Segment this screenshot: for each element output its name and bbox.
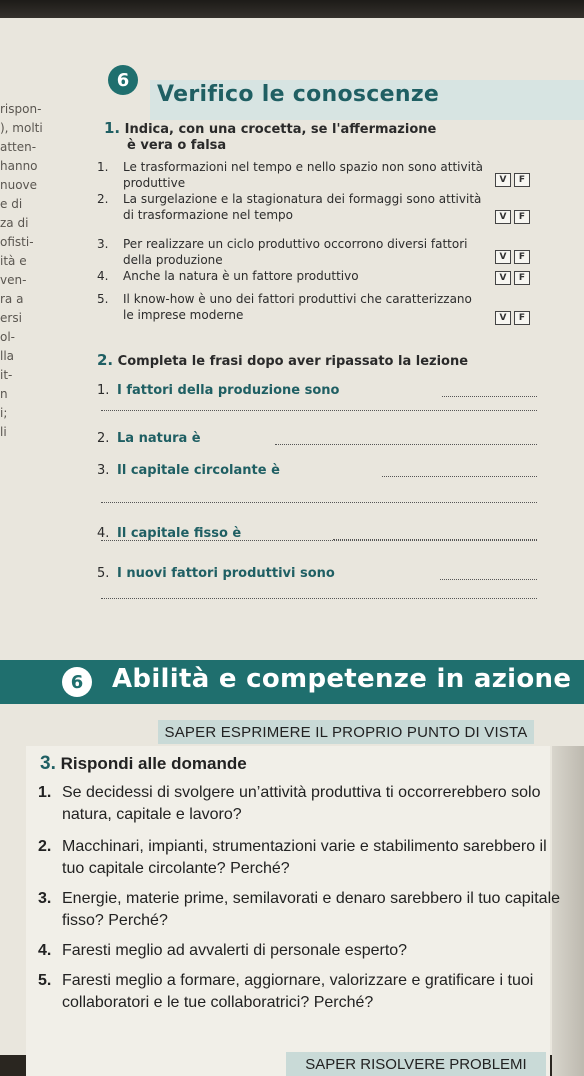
- exercise1-number: 1.: [104, 119, 121, 137]
- item-text: Energie, materie prime, semilavorati e denaro sarebbero il tuo capitale fisso? Perché?: [62, 890, 561, 929]
- item-text: Se decidessi di svolgere un’attività produttiva ti occorrerebbero solo natura, capitale e lavoro?: [62, 784, 541, 823]
- vf-boxes: [495, 173, 537, 187]
- item-number: 1.: [38, 784, 52, 801]
- answer-line[interactable]: [382, 476, 537, 477]
- item-text: Anche la natura è un fattore produttivo: [123, 269, 359, 283]
- true-checkbox[interactable]: V: [495, 173, 511, 187]
- section2-subtitle: SAPER ESPRIMERE IL PROPRIO PUNTO DI VISTA: [158, 720, 534, 744]
- section1-badge: 6: [108, 65, 138, 95]
- margin-fragment: atten-: [0, 140, 37, 154]
- item-number: 4.: [38, 942, 52, 959]
- margin-fragment: it-: [0, 368, 13, 382]
- false-checkbox[interactable]: F: [514, 250, 530, 264]
- answer-line[interactable]: [101, 502, 537, 503]
- margin-fragment: hanno: [0, 159, 38, 173]
- true-checkbox[interactable]: V: [495, 311, 511, 325]
- margin-fragment: rispon-: [0, 102, 42, 116]
- margin-fragment: ità e: [0, 254, 27, 268]
- exercise1-title: [104, 119, 436, 137]
- section2-title: Abilità e competenze in azione: [112, 664, 572, 694]
- true-checkbox[interactable]: V: [495, 210, 511, 224]
- item-number: 3.: [97, 237, 109, 251]
- false-checkbox[interactable]: F: [514, 173, 530, 187]
- item-number: 5.: [97, 566, 110, 581]
- margin-fragment: lla: [0, 349, 15, 363]
- false-checkbox[interactable]: F: [514, 311, 530, 325]
- margin-fragment: ofisti-: [0, 235, 34, 249]
- margin-fragment: ol-: [0, 330, 16, 344]
- exercise3-title: [40, 753, 247, 775]
- exercise2-title-text: Completa le frasi dopo aver ripassato la lezione: [117, 354, 469, 369]
- answer-line[interactable]: [101, 598, 537, 599]
- item-number: 3.: [38, 890, 52, 907]
- answer-line[interactable]: [275, 444, 537, 445]
- exercise1-title-line2: è vera o falsa: [127, 138, 227, 153]
- item-number: 4.: [97, 269, 109, 283]
- vf-boxes: [495, 210, 537, 224]
- item-text: Macchinari, impianti, strumentazioni varie e stabilimento sarebbero il tuo capitale circolante? Perché?: [62, 838, 547, 877]
- margin-fragment: ven-: [0, 273, 27, 287]
- section2-badge: 6: [62, 667, 92, 697]
- item-number: 1.: [97, 383, 110, 398]
- item-number: 5.: [38, 972, 52, 989]
- left-margin-fragments: [0, 100, 70, 442]
- item-text: Le trasformazioni nel tempo e nello spazio non sono attività produttive: [123, 160, 483, 190]
- answer-line[interactable]: [440, 579, 537, 580]
- item-text: Per realizzare un ciclo produttivo occorrono diversi fattori della produzione: [123, 237, 468, 267]
- item-number: 2.: [97, 192, 109, 206]
- item-text: La natura è: [117, 431, 201, 446]
- vf-boxes: [495, 250, 537, 264]
- exercise3-title-text: Rispondi alle domande: [60, 754, 247, 773]
- item-number: 4.: [97, 526, 110, 541]
- false-checkbox[interactable]: F: [514, 271, 530, 285]
- true-checkbox[interactable]: V: [495, 271, 511, 285]
- section1-title: Verifico le conoscenze: [157, 82, 440, 107]
- margin-fragment: e di: [0, 197, 23, 211]
- item-number: 1.: [97, 160, 109, 174]
- item-number: 2.: [38, 838, 52, 855]
- item-text: Il capitale circolante è: [117, 463, 280, 478]
- item-text: I nuovi fattori produttivi sono: [117, 566, 335, 581]
- margin-fragment: za di: [0, 216, 29, 230]
- margin-fragment: ), molti: [0, 121, 43, 135]
- margin-fragment: n: [0, 387, 8, 401]
- margin-fragment: ersi: [0, 311, 22, 325]
- exercise2-title: [97, 351, 468, 369]
- item-text: I fattori della produzione sono: [117, 383, 340, 398]
- item-text: Faresti meglio a formare, aggiornare, valorizzare e gratificare i tuoi collaboratori e le tue collaboratrici? Perché?: [62, 972, 534, 1011]
- item-text: Faresti meglio ad avvalerti di personale esperto?: [62, 942, 408, 959]
- exercise1-title-text: Indica, con una crocetta, se l'affermazione: [124, 122, 437, 137]
- margin-fragment: li: [0, 425, 7, 439]
- true-checkbox[interactable]: V: [495, 250, 511, 264]
- margin-fragment: ra a: [0, 292, 24, 306]
- margin-fragment: i;: [0, 406, 8, 420]
- answer-line[interactable]: [442, 396, 537, 397]
- answer-line[interactable]: [101, 410, 537, 411]
- false-checkbox[interactable]: F: [514, 210, 530, 224]
- vf-boxes: [495, 271, 537, 285]
- textbook-page: [0, 18, 584, 1073]
- exercise3-number: 3.: [40, 753, 56, 774]
- answer-line[interactable]: [101, 540, 537, 541]
- vf-boxes: [495, 311, 537, 325]
- item-text: Il capitale fisso è: [117, 526, 242, 541]
- item-text: La surgelazione e la stagionatura dei formaggi sono attività di trasformazione nel tempo: [123, 192, 482, 222]
- exercise2-number: 2.: [97, 351, 114, 369]
- margin-fragment: nuove: [0, 178, 38, 192]
- item-number: 3.: [97, 463, 110, 478]
- item-number: 2.: [97, 431, 110, 446]
- item-text: Il know-how è uno dei fattori produttivi che caratterizzano le imprese moderne: [123, 292, 472, 322]
- item-number: 5.: [97, 292, 109, 306]
- bottom-section-label: SAPER RISOLVERE PROBLEMI: [286, 1052, 546, 1076]
